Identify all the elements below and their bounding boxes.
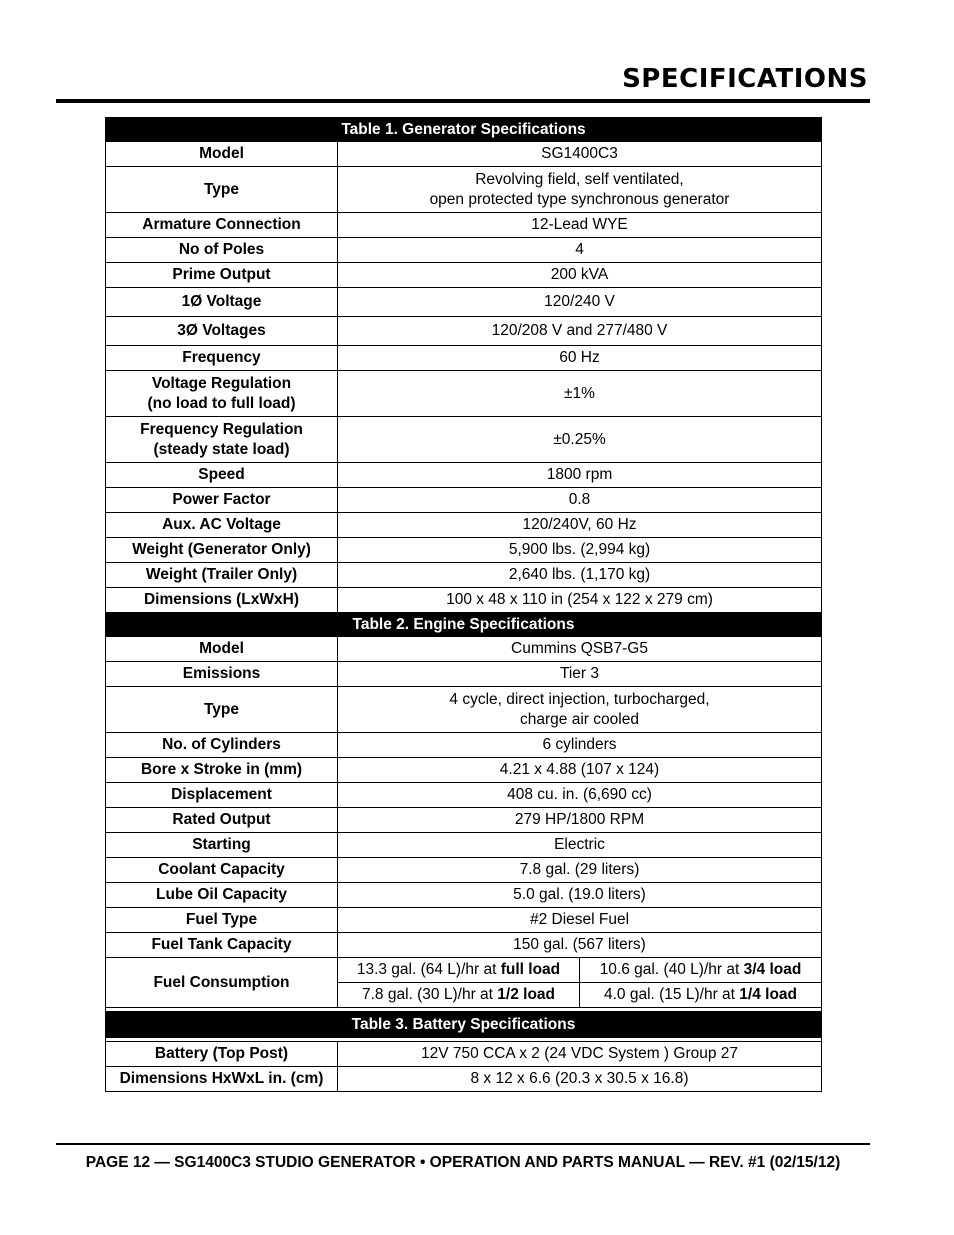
spec-value — [338, 167, 822, 213]
spec-label-text: Weight (Trailer Only) — [145, 566, 298, 583]
spec-label — [106, 538, 338, 563]
spec-value-text: 1800 rpm — [546, 466, 613, 483]
fuel-rate: 13.3 gal. (64 L)/hr at — [356, 961, 497, 978]
spec-label-text: Starting — [192, 836, 251, 853]
spec-value-text: Tier 3 — [559, 665, 600, 682]
spec-label-text: No. of Cylinders — [162, 736, 281, 753]
spec-value — [338, 733, 822, 758]
spec-value — [338, 858, 822, 883]
spec-label-text: Frequency — [182, 349, 261, 366]
spec-label — [106, 463, 338, 488]
spec-label — [106, 758, 338, 783]
spec-label-text: (no load to full load) — [147, 394, 296, 412]
spec-label-text: Coolant Capacity — [158, 861, 285, 878]
spec-label-text: Model — [199, 640, 244, 657]
page-title: SPECIFICATIONS — [622, 64, 868, 94]
spec-value-text: 2,640 lbs. (1,170 kg) — [508, 566, 651, 583]
spec-label-text: Voltage Regulation — [151, 374, 292, 392]
generator-spec-row — [106, 488, 822, 513]
engine-spec-row — [106, 883, 822, 908]
engine-spec-row — [106, 783, 822, 808]
engine-spec-row — [106, 858, 822, 883]
spec-label — [106, 1042, 338, 1067]
fuel-consumption-label: Fuel Consumption — [106, 958, 338, 1008]
engine-spec-row — [106, 808, 822, 833]
generator-spec-row — [106, 167, 822, 213]
spec-value — [338, 213, 822, 238]
spec-value-text: SG1400C3 — [541, 145, 618, 162]
battery-table-header-row — [106, 1012, 822, 1038]
spec-value — [338, 637, 822, 662]
spec-value-text: 5,900 lbs. (2,994 kg) — [508, 541, 651, 558]
spec-value-text: 200 kVA — [550, 266, 609, 283]
fuel-load: full load — [500, 961, 561, 978]
spec-value — [338, 317, 822, 346]
spec-value — [338, 1042, 822, 1067]
spec-value — [338, 833, 822, 858]
spec-label — [106, 833, 338, 858]
generator-table-title: Table 1. Generator Specifications — [106, 118, 822, 142]
spec-label — [106, 346, 338, 371]
spec-value-text: 12V 750 CCA x 2 (24 VDC System ) Group 27 — [420, 1045, 739, 1062]
spec-value-text: charge air cooled — [520, 710, 639, 728]
engine-table-title: Table 2. Engine Specifications — [106, 613, 822, 637]
spec-value-text: ±0.25% — [553, 430, 606, 448]
spec-label-text: Fuel Tank Capacity — [151, 936, 292, 953]
spec-label — [106, 733, 338, 758]
generator-spec-row — [106, 463, 822, 488]
spec-label — [106, 488, 338, 513]
generator-spec-row — [106, 538, 822, 563]
spec-label-text: Bore x Stroke in (mm) — [140, 761, 303, 778]
spec-value-text: Electric — [554, 836, 605, 853]
spec-label-text: Emissions — [182, 665, 261, 682]
spec-value-text: 60 Hz — [559, 349, 600, 366]
spec-value — [338, 563, 822, 588]
spec-value — [338, 488, 822, 513]
spec-value — [338, 933, 822, 958]
spec-label — [106, 563, 338, 588]
spec-value-text: 6 cylinders — [542, 736, 617, 753]
spec-label — [106, 883, 338, 908]
generator-spec-row — [106, 213, 822, 238]
spec-label — [106, 142, 338, 167]
spec-label-text: Aux. AC Voltage — [162, 516, 281, 533]
spec-label — [106, 263, 338, 288]
spec-label — [106, 933, 338, 958]
spec-label — [106, 808, 338, 833]
generator-spec-row — [106, 588, 822, 613]
spec-table — [105, 117, 822, 1092]
spec-value — [338, 371, 822, 417]
generator-spec-row — [106, 263, 822, 288]
header-rule — [56, 99, 870, 103]
spec-value-text: Cummins QSB7-G5 — [511, 640, 648, 657]
spec-label — [106, 238, 338, 263]
spec-value-text: 120/240V, 60 Hz — [522, 516, 637, 533]
spec-value-text: 120/240 V — [544, 293, 615, 310]
generator-spec-row — [106, 288, 822, 317]
spec-label — [106, 858, 338, 883]
spec-value-text: open protected type synchronous generator — [429, 190, 730, 208]
generator-spec-row — [106, 346, 822, 371]
spec-label — [106, 588, 338, 613]
spec-value — [338, 263, 822, 288]
spec-label-text: Frequency Regulation — [140, 420, 303, 438]
spec-label-text: Type — [203, 180, 240, 198]
engine-spec-row — [106, 908, 822, 933]
spec-value-text: 100 x 48 x 110 in (254 x 122 x 279 cm) — [446, 591, 713, 608]
spec-label-text: Power Factor — [172, 491, 271, 508]
spec-label-text: (steady state load) — [153, 440, 290, 458]
engine-spec-row — [106, 687, 822, 733]
spec-value-text: 4 — [575, 241, 584, 258]
spec-value — [338, 538, 822, 563]
spec-value — [338, 463, 822, 488]
generator-spec-row — [106, 513, 822, 538]
engine-spec-row — [106, 637, 822, 662]
spec-value — [338, 513, 822, 538]
fuel-consumption-row — [106, 958, 822, 983]
generator-spec-row — [106, 417, 822, 463]
spec-label-text: Speed — [198, 466, 245, 483]
spec-label — [106, 417, 338, 463]
spec-value — [338, 588, 822, 613]
spec-value-text: 5.0 gal. (19.0 liters) — [513, 886, 646, 903]
spec-label-text: Lube Oil Capacity — [156, 886, 287, 903]
spec-value — [338, 142, 822, 167]
spec-label — [106, 371, 338, 417]
spec-value-text: 279 HP/1800 RPM — [514, 811, 645, 828]
spec-value — [338, 662, 822, 687]
spec-label — [106, 662, 338, 687]
page-footer: PAGE 12 — SG1400C3 STUDIO GENERATOR • OPERATION AND PARTS MANUAL — REV. #1 (02/15/12) — [85, 1154, 841, 1171]
spec-value — [338, 346, 822, 371]
battery-spec-row — [106, 1067, 822, 1092]
fuel-consumption-cell — [338, 958, 580, 983]
battery-table-title: Table 3. Battery Specifications — [106, 1012, 822, 1038]
spec-label-text: Displacement — [171, 786, 272, 803]
spec-value-text: #2 Diesel Fuel — [529, 911, 630, 928]
spec-label-text: Battery (Top Post) — [154, 1045, 289, 1062]
spec-label — [106, 908, 338, 933]
fuel-rate: 7.8 gal. (30 L)/hr at — [362, 986, 493, 1003]
engine-spec-row — [106, 933, 822, 958]
spec-value — [338, 238, 822, 263]
engine-spec-row — [106, 662, 822, 687]
spec-label-text: Prime Output — [172, 266, 271, 283]
fuel-rate: 4.0 gal. (15 L)/hr at — [604, 986, 735, 1003]
spec-label — [106, 1067, 338, 1092]
spec-label — [106, 513, 338, 538]
spec-label-text: Dimensions (LxWxH) — [143, 591, 299, 608]
spec-value — [338, 783, 822, 808]
battery-spec-row — [106, 1042, 822, 1067]
fuel-load: 1/2 load — [497, 986, 555, 1003]
fuel-load: 3/4 load — [743, 961, 802, 978]
spec-label-text: No of Poles — [178, 241, 265, 258]
spec-value — [338, 1067, 822, 1092]
spec-label — [106, 687, 338, 733]
engine-spec-row — [106, 833, 822, 858]
spec-label-text: Type — [203, 700, 240, 718]
spec-value-text: 150 gal. (567 liters) — [513, 936, 646, 953]
spec-label — [106, 317, 338, 346]
generator-spec-row — [106, 317, 822, 346]
spec-value-text: 7.8 gal. (29 liters) — [519, 861, 640, 878]
spec-value — [338, 908, 822, 933]
fuel-load: 1/4 load — [739, 986, 797, 1003]
fuel-consumption-cell — [338, 983, 580, 1008]
spec-label — [106, 213, 338, 238]
spec-value-text: 0.8 — [568, 491, 591, 508]
spec-value — [338, 883, 822, 908]
engine-spec-row — [106, 733, 822, 758]
spec-value-text: 4 cycle, direct injection, turbocharged, — [449, 690, 710, 708]
spec-value — [338, 808, 822, 833]
fuel-consumption-cell — [580, 983, 822, 1008]
engine-spec-row — [106, 758, 822, 783]
spec-label-text: Fuel Type — [185, 911, 258, 928]
spec-value-text: ±1% — [564, 384, 595, 402]
fuel-rate: 10.6 gal. (40 L)/hr at — [599, 961, 740, 978]
engine-table-header-row — [106, 613, 822, 637]
generator-spec-row — [106, 238, 822, 263]
spec-label-text: Rated Output — [172, 811, 271, 828]
spec-value-text: 120/208 V and 277/480 V — [491, 322, 668, 339]
fuel-consumption-cell — [580, 958, 822, 983]
spec-label — [106, 783, 338, 808]
spec-label — [106, 167, 338, 213]
spec-label-text: 1Ø Voltage — [181, 293, 262, 310]
spec-value-text: 8 x 12 x 6.6 (20.3 x 30.5 x 16.8) — [470, 1070, 689, 1087]
spec-value — [338, 687, 822, 733]
generator-spec-row — [106, 563, 822, 588]
generator-table-header-row — [106, 118, 822, 142]
specifications-tables — [105, 117, 821, 1092]
spec-label-text: Weight (Generator Only) — [132, 541, 311, 558]
spec-value — [338, 288, 822, 317]
spec-value — [338, 417, 822, 463]
spec-value-text: 4.21 x 4.88 (107 x 124) — [499, 761, 660, 778]
spec-value — [338, 758, 822, 783]
spec-table-body — [106, 118, 822, 1092]
spec-label-text: 3Ø Voltages — [177, 322, 266, 339]
spec-label-text: Armature Connection — [142, 216, 301, 233]
generator-spec-row — [106, 142, 822, 167]
spec-value-text: 12-Lead WYE — [531, 216, 628, 233]
spec-value-text: Revolving field, self ventilated, — [475, 170, 684, 188]
spec-label-text: Model — [199, 145, 244, 162]
footer-rule — [56, 1143, 870, 1145]
spec-value-text: 408 cu. in. (6,690 cc) — [507, 786, 652, 803]
spec-label-text: Dimensions HxWxL in. (cm) — [119, 1070, 324, 1087]
spec-label — [106, 637, 338, 662]
spec-label — [106, 288, 338, 317]
generator-spec-row — [106, 371, 822, 417]
